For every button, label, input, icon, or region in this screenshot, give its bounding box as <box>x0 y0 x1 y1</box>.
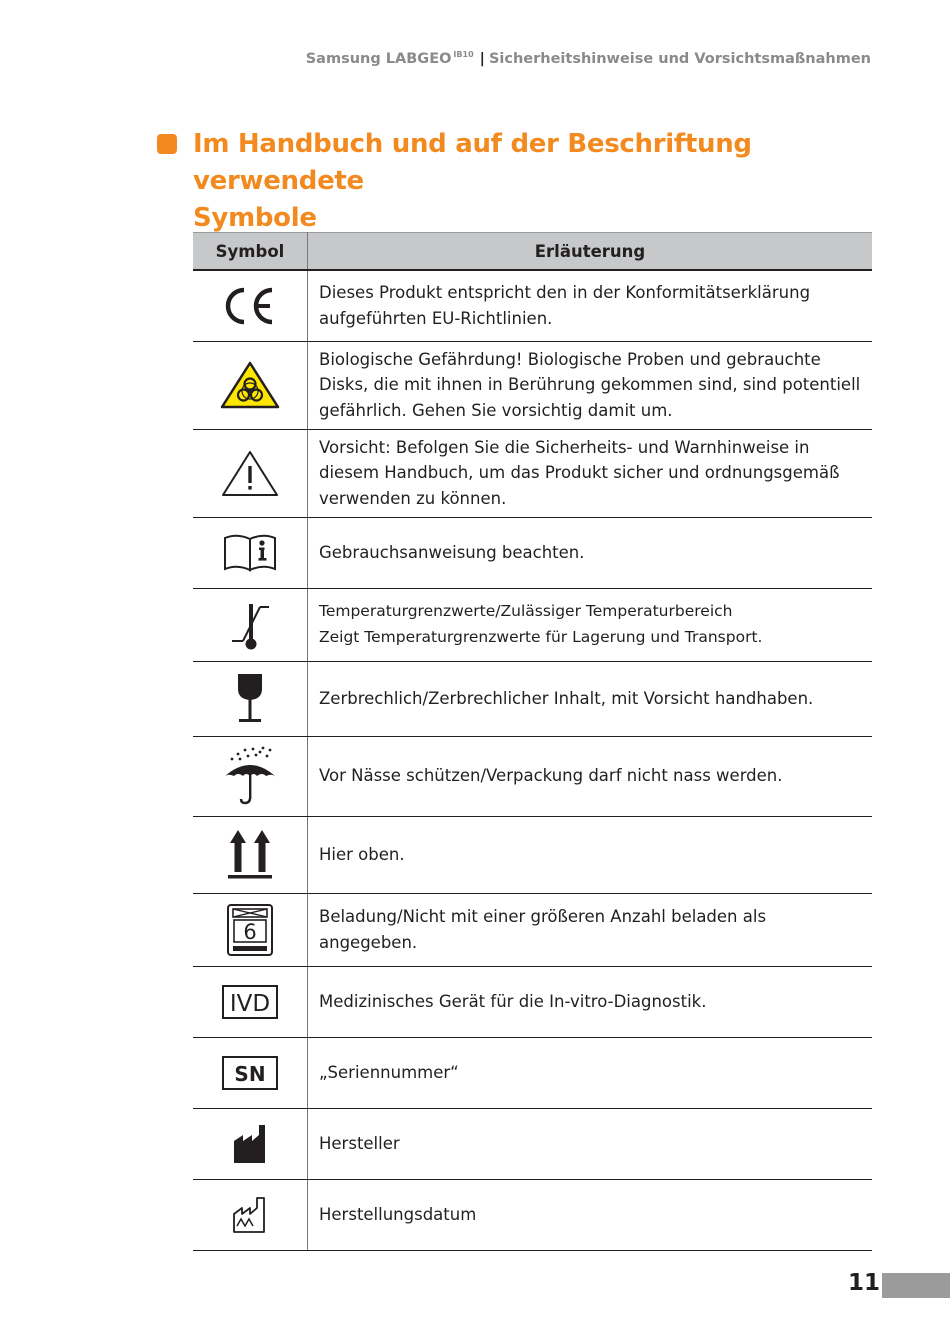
row-text: Medizinisches Gerät für die In-vitro-Diagnostik. <box>308 966 873 1037</box>
serial-number-label: SN <box>234 1061 266 1086</box>
ce-mark-icon <box>193 270 308 341</box>
table-row <box>193 341 872 429</box>
manufacture-date-icon <box>193 1179 308 1250</box>
ivd-icon <box>193 966 308 1037</box>
table-row <box>193 429 872 517</box>
row-text: Gebrauchsanweisung beachten. <box>308 517 873 588</box>
row-text: Beladung/Nicht mit einer größeren Anzahl beladen als angegeben. <box>308 893 873 966</box>
table-row <box>193 1108 872 1179</box>
symbol-table <box>193 232 872 1251</box>
table-row <box>193 1037 872 1108</box>
row-text-line2: Zeigt Temperaturgrenzwerte für Lagerung und Transport. <box>319 627 763 646</box>
row-text: Dieses Produkt entspricht den in der Konformitätserklärung aufgeführten EU-Richtlinien. <box>308 270 873 341</box>
page-tab <box>882 1273 950 1298</box>
stacking-limit-number: 6 <box>243 919 257 944</box>
section-title-line2: Symbole <box>193 203 317 233</box>
section-title <box>193 126 893 237</box>
serial-number-icon <box>193 1037 308 1108</box>
table-row <box>193 893 872 966</box>
biohazard-icon <box>193 341 308 429</box>
section-bullet-icon <box>157 134 177 154</box>
row-text: Hersteller <box>308 1108 873 1179</box>
stacking-limit-icon <box>193 893 308 966</box>
header-product: Samsung LABGEO <box>305 51 452 67</box>
header-section: Sicherheitshinweise und Vorsichtsmaßnahmen <box>488 51 871 67</box>
row-text <box>308 588 873 661</box>
table-row <box>193 1179 872 1250</box>
table-row <box>193 517 872 588</box>
table-header-row <box>193 233 872 271</box>
table-row <box>193 966 872 1037</box>
header-separator: | <box>479 51 485 67</box>
instructions-book-icon <box>193 517 308 588</box>
row-text: Hier oben. <box>308 816 873 893</box>
temperature-limit-icon <box>193 588 308 661</box>
row-text: Herstellungsdatum <box>308 1179 873 1250</box>
manufacturer-icon <box>193 1108 308 1179</box>
row-text: Vorsicht: Befolgen Sie die Sicherheits- und Warnhinweise in diesem Handbuch, um das Produkt sicher und ordnungsgemäß verwenden zu können. <box>308 429 873 517</box>
page-number: 11 <box>848 1270 881 1296</box>
row-text-line1: Temperaturgrenzwerte/Zulässiger Temperaturbereich <box>319 602 733 620</box>
column-header-symbol: Symbol <box>193 233 308 271</box>
caution-triangle-icon <box>193 429 308 517</box>
ivd-label: IVD <box>229 990 271 1017</box>
table-row <box>193 588 872 661</box>
fragile-glass-icon <box>193 661 308 736</box>
row-text: Vor Nässe schützen/Verpackung darf nicht nass werden. <box>308 736 873 816</box>
running-header <box>306 50 871 67</box>
keep-dry-umbrella-icon <box>193 736 308 816</box>
column-header-explanation: Erläuterung <box>308 233 873 271</box>
row-text: Zerbrechlich/Zerbrechlicher Inhalt, mit Vorsicht handhaben. <box>308 661 873 736</box>
this-way-up-icon <box>193 816 308 893</box>
row-text: „Seriennummer“ <box>308 1037 873 1108</box>
section-title-line1: Im Handbuch und auf der Beschriftung verwendete <box>193 129 752 196</box>
table-row <box>193 661 872 736</box>
table-row <box>193 270 872 341</box>
table-row <box>193 736 872 816</box>
row-text: Biologische Gefährdung! Biologische Proben und gebrauchte Disks, die mit ihnen in Berührung gekommen sind, sind potentiell gefährlich. Gehen Sie vorsichtig damit um. <box>308 341 873 429</box>
header-model: IB10 <box>453 50 474 59</box>
table-row <box>193 816 872 893</box>
